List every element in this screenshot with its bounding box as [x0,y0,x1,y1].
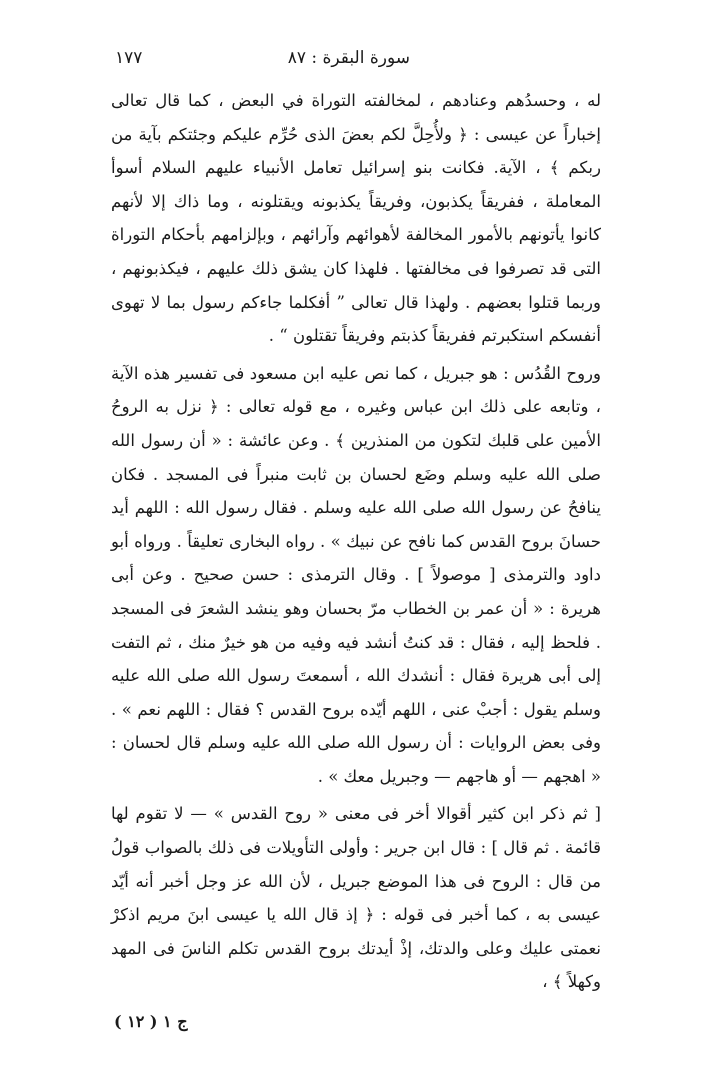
printer-signature: ج ١ ( ١٢ ) [114,1012,188,1031]
paragraph-ruh-al-qudus: وروح القُدُس : هو جبريل ، كما نص عليه ابن مسعود فى تفسير هذه الآية ، وتابعه على ذلك ابن عباس وغيره ، مع قوله تعالى : ﴿ نزل به الروحُ الأمين على قلبك لتكون من المنذرين ﴾ . وعن عائشة : « أن رسول الله صلى الله عليه وسلم وضَع لحسان بن ثابت منبراً فى المسجد . فكان ينافحُ عن رسول الله صلى الله عليه وسلم . فقال رسول الله : اللهم أيد حسانَ بروح القدس كما نافح عن نبيك » . رواه البخارى تعليقاً . ورواه أبو داود والترمذى [ موصولاً ] . وقال الترمذى : حسن صحيح . وعن أبى هريرة : « أن عمر بن الخطاب مرّ بحسان وهو ينشد الشعرَ فى المسجد . فلحظ إليه ، فقال : قد كنتُ أنشد فيه وفيه من هو خيرٌ منك ، ثم التفت إلى أبى هريرة فقال : أنشدك الله ، أسمعتَ رسول الله صلى الله عليه وسلم يقول : أجبْ عنى ، اللهم أيّده بروح القدس ؟ فقال : اللهم نعم » . وفى بعض الروايات : أن رسول الله صلى الله عليه وسلم قال لحسان : « اهجهم — أو هاجهم — وجبريل معك » . [111,363,601,786]
surah-title: سورة البقرة : ٨٧ [287,48,410,68]
body-text [111,84,601,999]
page-number: ١٧٧ [115,48,143,68]
page-header [115,44,600,74]
paragraph-envy-of-jews: له ، وحسدُهم وعنادهم ، لمخالفته التوراة في البعض ، كما قال تعالى إخباراً عن عيسى : ﴿ ولأُحِلَّ لكم بعضَ الذى حُرِّم عليكم وجئتكم بآية من ربكم ﴾ ، الآية. فكانت بنو إسرائيل تعامل الأنبياء عليهم السلام أسوأ المعاملة ، ففريقاً يكذبون، وفريقاً يكذبونه ويقتلونه ، وما ذاك إلا لأنهم كانوا يأتونهم بالأمور المخالفة لأهوائهم وآرائهم ، وبإلزامهم بأحكام التوراة التى قد تصرفوا فى مخالفتها . فلهذا كان يشق ذلك عليهم ، فيكذبونهم ، وربما قتلوا بعضهم . ولهذا قال تعالى ” أفكلما جاءكم رسول بما لا تهوى أنفسكم استكبرتم ففريقاً كذبتم وفريقاً تقتلون “ . [111,91,601,346]
paragraph-ibn-jarir: [ ثم ذكر ابن كثير أقوالا أخر فى معنى « روح القدس » — لا تقوم لها قائمة . ثم قال ] : قال ابن جرير : وأولى التأويلات فى ذلك بالصواب قولُ من قال : الروح فى هذا الموضع جبريل ، لأن الله عز وجل أخبر أنه أيّد عيسى به ، كما أخبر فى قوله : ﴿ إذ قال الله يا عيسى ابنَ مريم اذكرْ نعمتى عليك وعلى والدتك، إذْ أيدتك بروح القدس تكلم الناسَ فى المهد وكهلاً ﴾ ، [111,804,601,992]
